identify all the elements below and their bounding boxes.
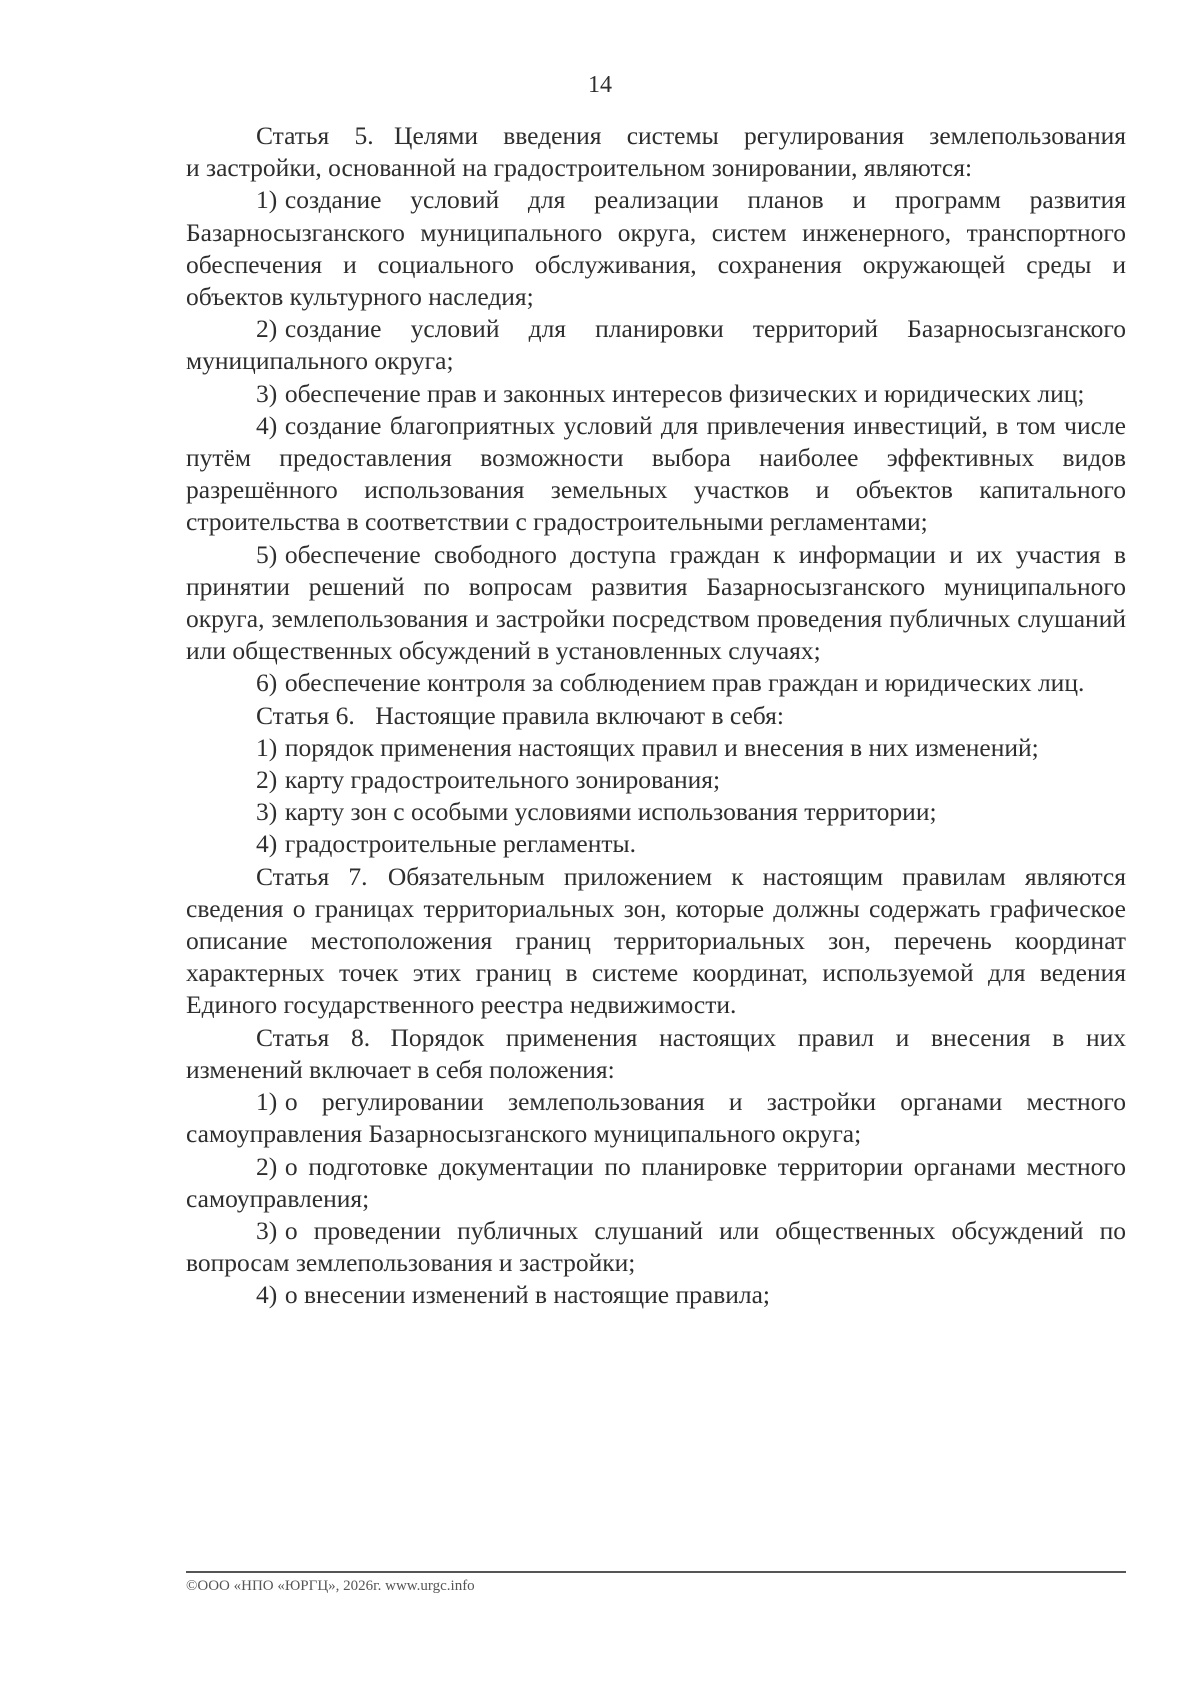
item-text: карту градостроительного зонирования; xyxy=(284,765,721,795)
article-6-item xyxy=(186,732,1126,764)
article-8-heading: Статья 8. xyxy=(256,1022,371,1052)
article-6-item xyxy=(186,796,1126,828)
footer-copyright: ©ООО «НПО «ЮРГЦ», 2026г. www.urgc.info xyxy=(186,1578,475,1594)
item-number: 1) xyxy=(256,732,278,762)
item-number: 4) xyxy=(256,410,278,440)
item-text: обеспечение свободного доступа граждан к информации и их участия в принятии решений по вопросам развития Базарносызганского муниципального округа, землепользования и застройки посредством проведения публичных слушаний или общественных обсуждений в установленных случаях; xyxy=(186,539,1126,666)
article-6-heading: Статья 6. xyxy=(256,700,355,730)
article-6-intro xyxy=(186,700,1126,732)
article-5-item xyxy=(186,539,1126,668)
document-body xyxy=(186,120,1126,1312)
item-text: порядок применения настоящих правил и внесения в них изменений; xyxy=(284,732,1039,762)
item-number: 3) xyxy=(256,797,278,827)
item-text: о регулировании землепользования и застройки органами местного самоуправления Базарносызганского муниципального округа; xyxy=(186,1087,1126,1149)
article-5-item xyxy=(186,313,1126,377)
article-5-item xyxy=(186,184,1126,313)
article-7-heading: Статья 7. xyxy=(256,861,368,891)
article-6-item xyxy=(186,764,1126,796)
item-number: 5) xyxy=(256,539,278,569)
item-text: о проведении публичных слушаний или общественных обсуждений по вопросам землепользования и застройки; xyxy=(186,1215,1126,1278)
item-text: обеспечение прав и законных интересов физических и юридических лиц; xyxy=(284,378,1085,408)
footer-divider xyxy=(186,1571,1126,1573)
article-5-item xyxy=(186,378,1126,410)
item-number: 1) xyxy=(256,185,278,215)
item-text: о внесении изменений в настоящие правила; xyxy=(284,1280,771,1310)
item-number: 3) xyxy=(256,1215,278,1245)
article-6-item xyxy=(186,828,1126,860)
article-8-item xyxy=(186,1215,1126,1279)
item-text: создание благоприятных условий для привлечения инвестиций, в том числе путём предоставления возможности выбора наиболее эффективных видов разрешённого использования земельных участков и объектов капитального строительства в соответствии с градостроительными регламентами; xyxy=(186,410,1126,537)
item-number: 3) xyxy=(256,378,278,408)
item-number: 6) xyxy=(256,668,278,698)
item-number: 4) xyxy=(256,829,278,859)
item-text: создание условий для планировки территорий Базарносызганского муниципального округа; xyxy=(186,314,1126,376)
article-6-intro-text: Настоящие правила включают в себя: xyxy=(375,700,784,730)
article-5-intro-continued: и застройки, основанной на градостроительном зонировании, являются: xyxy=(186,153,973,183)
article-5-item xyxy=(186,667,1126,699)
article-8-intro xyxy=(186,1022,1126,1086)
article-8-item xyxy=(186,1086,1126,1150)
item-number: 2) xyxy=(256,314,278,344)
article-5-item xyxy=(186,410,1126,539)
article-7-text: Обязательным приложением к настоящим правилам являются сведения о границах территориальных зон, которые должны содержать графическое описание местоположения границ территориальных зон, перечень координат характерных точек этих границ в системе координат, используемой для ведения Единого государственного реестра недвижимости. xyxy=(186,861,1126,1020)
item-number: 2) xyxy=(256,765,278,795)
item-text: градостроительные регламенты. xyxy=(284,829,637,859)
article-8-item xyxy=(186,1279,1126,1311)
article-8-intro-text: Порядок применения настоящих правил и внесения в них изменений включает в себя положения: xyxy=(186,1022,1126,1084)
item-text: о подготовке документации по планировке территории органами местного самоуправления; xyxy=(186,1151,1126,1213)
article-7 xyxy=(186,861,1126,1022)
article-5-heading: Статья 5. xyxy=(256,121,374,150)
item-number: 2) xyxy=(256,1151,278,1181)
item-number: 4) xyxy=(256,1280,278,1310)
item-text: создание условий для реализации планов и программ развития Базарносызганского муниципального округа, систем инженерного, транспортного обеспечения и социального обслуживания, сохранения окружающей среды и объектов культурного наследия; xyxy=(186,185,1126,312)
article-5-intro-text: Целями введения системы регулирования землепользования xyxy=(394,121,1126,150)
article-8-item xyxy=(186,1151,1126,1215)
item-text: обеспечение контроля за соблюдением прав граждан и юридических лиц. xyxy=(284,668,1085,698)
item-text: карту зон с особыми условиями использования территории; xyxy=(284,797,937,827)
item-number: 1) xyxy=(256,1087,278,1117)
article-5-intro xyxy=(186,120,1126,152)
page-number: 14 xyxy=(588,72,612,98)
